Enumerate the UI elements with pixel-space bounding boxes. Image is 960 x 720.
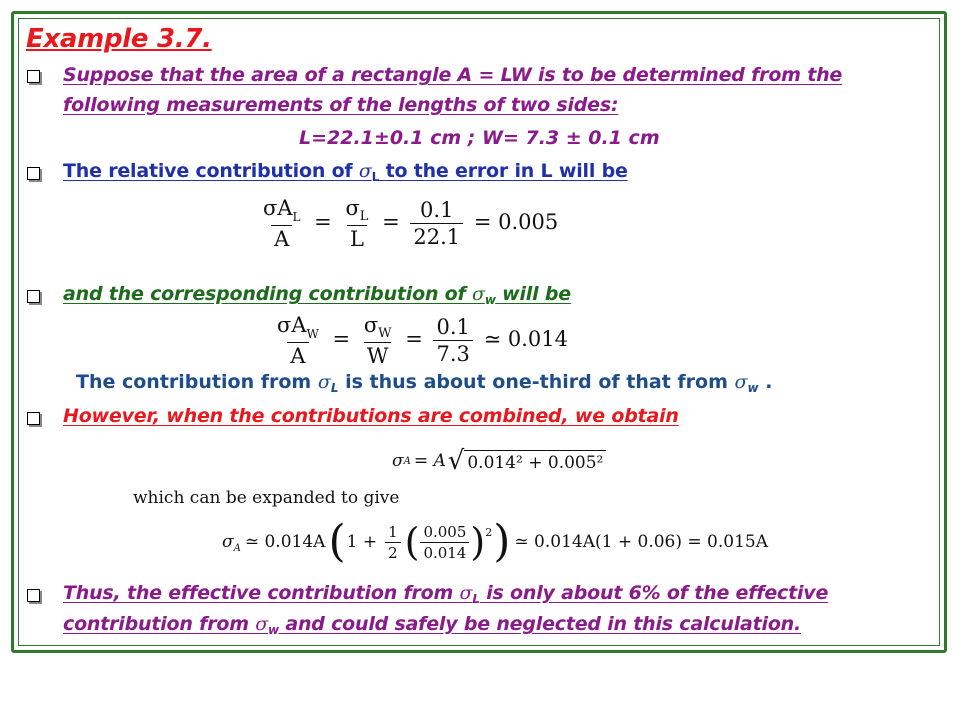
para5-line1: Thus, the effective contribution from $\sigma_L$ is only about 6% of the effective (63, 582, 829, 606)
para1-line2: following measurements of the lengths of two sides: (63, 94, 619, 116)
checkbox-bullet-icon (27, 167, 40, 180)
para3-line: and the corresponding contribution of $\sigma_w$ will be (63, 283, 571, 307)
equation-relative-error-w: $\frac{\sigma A_W}{A}$ = $\frac{\sigma_W}{W}$ = $\frac{0.1}{7.3}$ ≃ 0.014 (277, 313, 568, 368)
checkbox-bullet-icon (27, 70, 40, 83)
para2-pre: The relative contribution of (63, 160, 359, 182)
sigma-subscript: L (371, 170, 380, 184)
square-root-icon: √ (447, 446, 465, 476)
sigma-symbol: σ (472, 283, 485, 305)
para5-line2: contribution from $\sigma_w$ and could safely be neglected in this calculation. (63, 613, 802, 637)
equation-relative-error-l: $\frac{\sigma A_L}{A}$ = $\frac{\sigma_L}{L}$ = $\frac{0.1}{22.1}$ = 0.005 (263, 196, 559, 251)
note-line: The contribution from $\sigma_L$ is thus about one-third of that from $\sigma_w$ . (76, 371, 773, 395)
eq1-result: = 0.005 (473, 210, 559, 234)
checkbox-bullet-icon (27, 412, 40, 425)
sigma-symbol: σ (358, 160, 372, 182)
para1-line1: Suppose that the area of a rectangle A = LW is to be determined from the (63, 64, 843, 86)
checkbox-bullet-icon (27, 290, 40, 303)
example-title: Example 3.7. (26, 24, 212, 54)
para2-line (63, 160, 628, 184)
checkbox-bullet-icon (27, 589, 40, 602)
expansion-text: which can be expanded to give (133, 488, 400, 508)
equation-combined-error: σ A = A √ 0.014² + 0.005² (392, 448, 606, 474)
eq2-result: ≃ 0.014 (483, 327, 568, 351)
measurements-line: L=22.1±0.1 cm ; W= 7.3 ± 0.1 cm (299, 127, 660, 149)
para2-post: to the error in L will be (379, 160, 628, 182)
equation-expanded: σ A ≃ 0.014A ( 1 + $\frac{1}{2}$ ( $\frac{0.005}{0.014}$ ) 2 ) ≃ 0.014A(1 + 0.06) = 0.015A (222, 516, 768, 567)
para4-line: However, when the contributions are combined, we obtain (63, 405, 679, 427)
